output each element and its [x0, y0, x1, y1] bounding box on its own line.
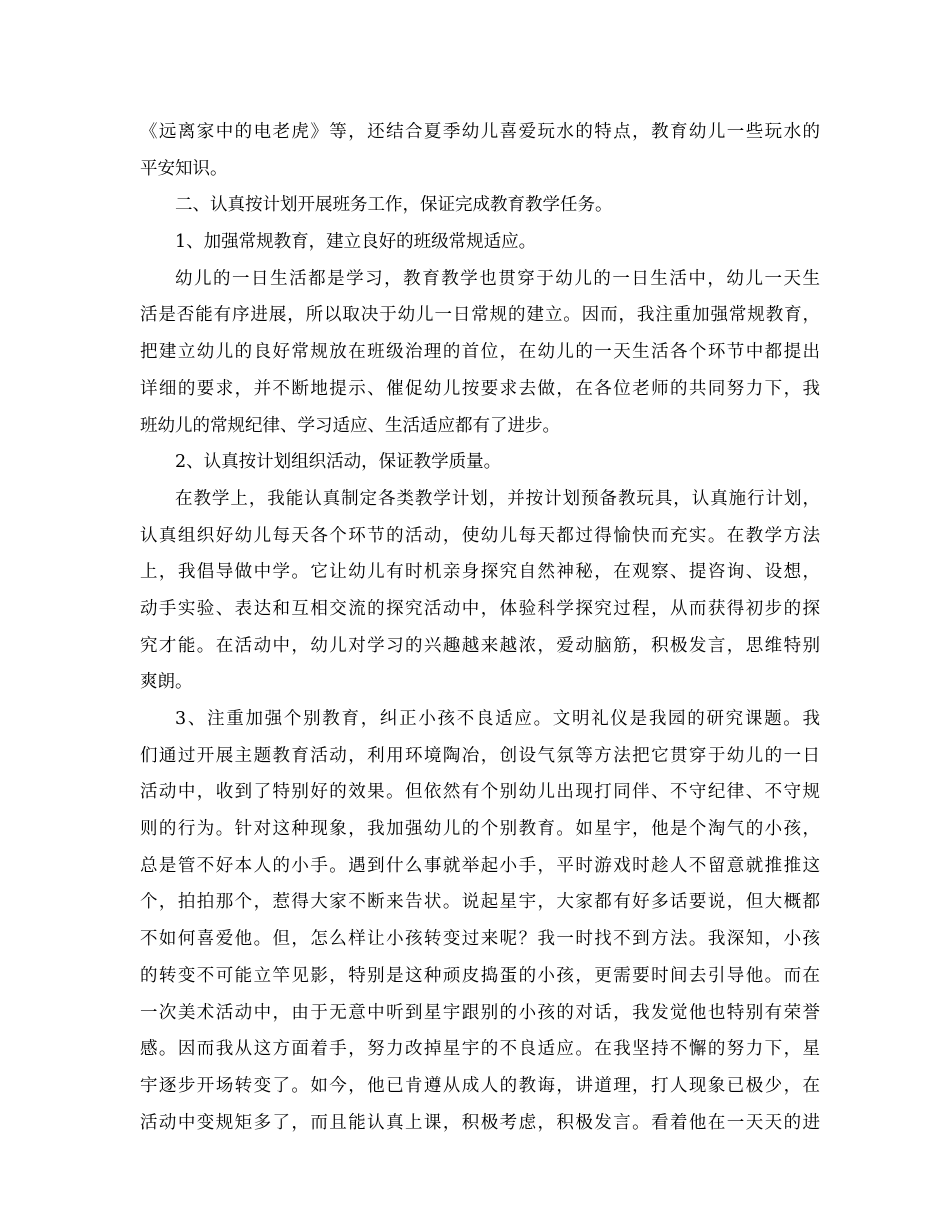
text-line: 幼儿的一日生活都是学习，教育教学也贯穿于幼儿的一日生活中，幼儿一天生	[175, 268, 820, 289]
text-line: 班幼儿的常规纪律、学习适应、生活适应都有了进步。	[140, 415, 560, 436]
text-line: 的转变不可能立竿见影，特别是这种顽皮捣蛋的小孩，更需要时间去引导他。而在	[140, 965, 820, 986]
text-line: 二、认真按计划开展班务工作，保证完成教育教学任务。	[175, 195, 613, 216]
text-line: 不如何喜爱他。但，怎么样让小孩转变过来呢？我一时找不到方法。我深知，小孩	[140, 929, 820, 950]
text-line: 1、加强常规教育，建立良好的班级常规适应。	[175, 232, 537, 253]
text-line: 则的行为。针对这种现象，我加强幼儿的个别教育。如星宇，他是个淘气的小孩，	[140, 819, 820, 840]
text-line: 们通过开展主题教育活动，利用环境陶冶，创设气氛等方法把它贯穿于幼儿的一日	[140, 745, 820, 766]
text-line: 2、认真按计划组织活动，保证教学质量。	[175, 452, 502, 473]
text-line: 爽朗。	[140, 672, 193, 693]
text-line: 活动中，收到了特别好的效果。但依然有个别幼儿出现打同伴、不守纪律、不守规	[140, 782, 820, 803]
text-line: 动手实验、表达和互相交流的探究活动中，体验科学探究过程，从而获得初步的探	[140, 598, 820, 619]
text-line: 个，拍拍那个，惹得大家不断来告状。说起星宇，大家都有好多话要说，但大概都	[140, 892, 820, 913]
text-line: 宇逐步开场转变了。如今，他已肯遵从成人的教诲，讲道理，打人现象已极少，在	[140, 1075, 820, 1096]
text-line: 活是否能有序进展，所以取决于幼儿一日常规的建立。因而，我注重加强常规教育，	[140, 305, 820, 326]
text-line: 一次美术活动中，由于无意中听到星宇跟别的小孩的对话，我发觉他也特别有荣誉	[140, 1002, 820, 1023]
text-line: 认真组织好幼儿每天各个环节的活动，使幼儿每天都过得愉快而充实。在教学方法	[140, 525, 820, 546]
text-line: 3、注重加强个别教育，纠正小孩不良适应。文明礼仪是我园的研究课题。我	[175, 709, 820, 729]
document-body	[140, 114, 820, 1141]
text-line: 详细的要求，并不断地提示、催促幼儿按要求去做，在各位老师的共同努力下，我	[140, 378, 820, 399]
text-line: 《远离家中的电老虎》等，还结合夏季幼儿喜爱玩水的特点，教育幼儿一些玩水的	[140, 122, 820, 142]
text-line: 平安知识。	[140, 158, 228, 179]
text-line: 上，我倡导做中学。它让幼儿有时机亲身探究自然神秘，在观察、提咨询、设想，	[140, 562, 820, 583]
text-line: 感。因而我从这方面着手，努力改掉星宇的不良适应。在我坚持不懈的努力下，星	[140, 1039, 820, 1060]
text-line: 究才能。在活动中，幼儿对学习的兴趣越来越浓，爱动脑筋，积极发言，思维特别	[140, 635, 820, 656]
text-line: 把建立幼儿的良好常规放在班级治理的首位，在幼儿的一天生活各个环节中都提出	[140, 342, 820, 363]
text-line: 在教学上，我能认真制定各类教学计划，并按计划预备教玩具，认真施行计划，	[175, 488, 820, 509]
text-line: 活动中变规矩多了，而且能认真上课，积极考虑，积极发言。看着他在一天天的进	[140, 1112, 820, 1133]
text-line: 总是管不好本人的小手。遇到什么事就举起小手，平时游戏时趁人不留意就推推这	[140, 855, 820, 876]
